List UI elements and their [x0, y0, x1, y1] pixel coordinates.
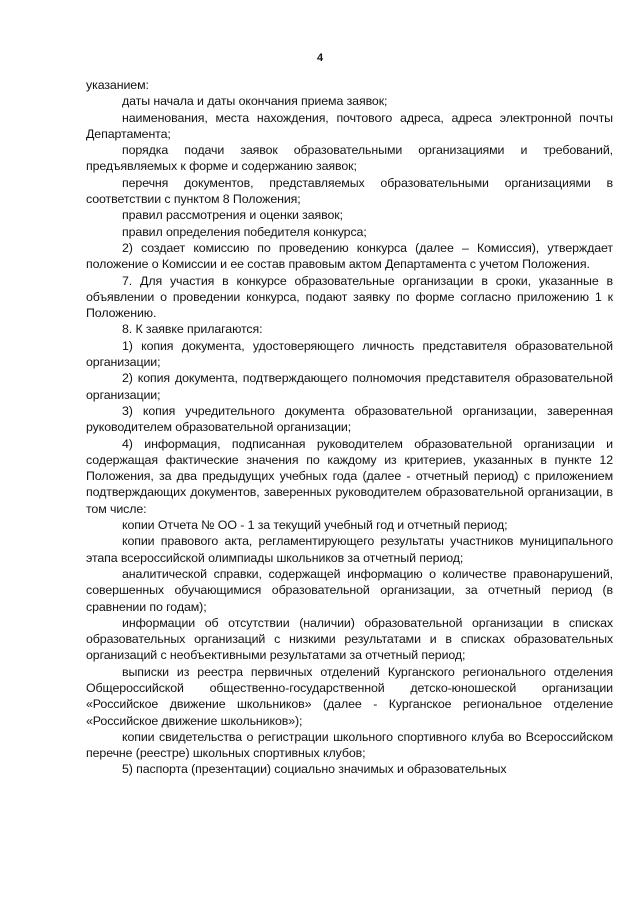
paragraph: информации об отсутствии (наличии) образовательной организации в списках образовательных организаций с низкими результатами и в списках образовательных организаций с необъективными результатами за отчетный период; — [86, 615, 613, 663]
paragraph: перечня документов, представляемых образовательными организациями в соответствии с пунктом 8 Положения; — [86, 175, 613, 207]
paragraph: аналитической справки, содержащей информацию о количестве правонарушений, совершенных обучающимися образовательной организации, за отчетный период (в сравнении по годам); — [86, 566, 613, 614]
paragraph: 4) информация, подписанная руководителем образовательной организации и содержащая фактические значения по каждому из критериев, указанных в пункте 12 Положения, за два предыдущих учебных года (далее - отчетный период) с приложением подтверждающих документов, заверенных руководителем образовательной организации, в том числе: — [86, 436, 613, 516]
paragraph: указанием: — [86, 78, 149, 92]
paragraph: правил рассмотрения и оценки заявок; — [122, 208, 343, 223]
paragraph: порядка подачи заявок образовательными организациями и требований, предъявляемых к форме и содержанию заявок; — [86, 143, 613, 174]
paragraph: правил определения победителя конкурса; — [122, 224, 367, 239]
page-number: 4 — [316, 52, 324, 64]
paragraph: даты начала и даты окончания приема заявок; — [122, 94, 388, 109]
body-text — [86, 77, 613, 778]
paragraph: копии Отчета № ОО - 1 за текущий учебный год и отчетный период; — [122, 518, 508, 533]
paragraph: копии свидетельства о регистрации школьного спортивного клуба во Всероссийском перечне (реестре) школьных спортивных клубов; — [86, 729, 613, 761]
paragraph: копии правового акта, регламентирующего результаты участников муниципального этапа всероссийской олимпиады школьников за отчетный период; — [86, 534, 613, 565]
paragraph: 7. Для участия в конкурсе образовательные организации в сроки, указанные в объявлении о проведении конкурса, подают заявку по форме согласно приложению 1 к Положению. — [86, 273, 613, 321]
paragraph: 5) паспорта (презентации) социально значимых и образовательных — [122, 762, 507, 777]
paragraph: 8. К заявке прилагаются: — [122, 322, 263, 337]
paragraph: 1) копия документа, удостоверяющего личность представителя образовательной организации; — [86, 338, 613, 370]
paragraph: выписки из реестра первичных отделений Курганского регионального отделения Общероссийской общественно-государственной детско-юношеской организации «Российское движение школьников» (далее - Курганское региональное отделение «Российское движение школьников»); — [86, 664, 613, 728]
paragraph: 3) копия учредительного документа образовательной организации, заверенная руководителем образовательной организации; — [86, 403, 613, 435]
paragraph: 2) создает комиссию по проведению конкурса (далее – Комиссия), утверждает положение о Комиссии и ее состав правовым актом Департамента с учетом Положения. — [86, 240, 613, 272]
paragraph: 2) копия документа, подтверждающего полномочия представителя образовательной организации; — [86, 371, 613, 402]
paragraph: наименования, места нахождения, почтового адреса, адреса электронной почты Департамента; — [86, 110, 613, 141]
